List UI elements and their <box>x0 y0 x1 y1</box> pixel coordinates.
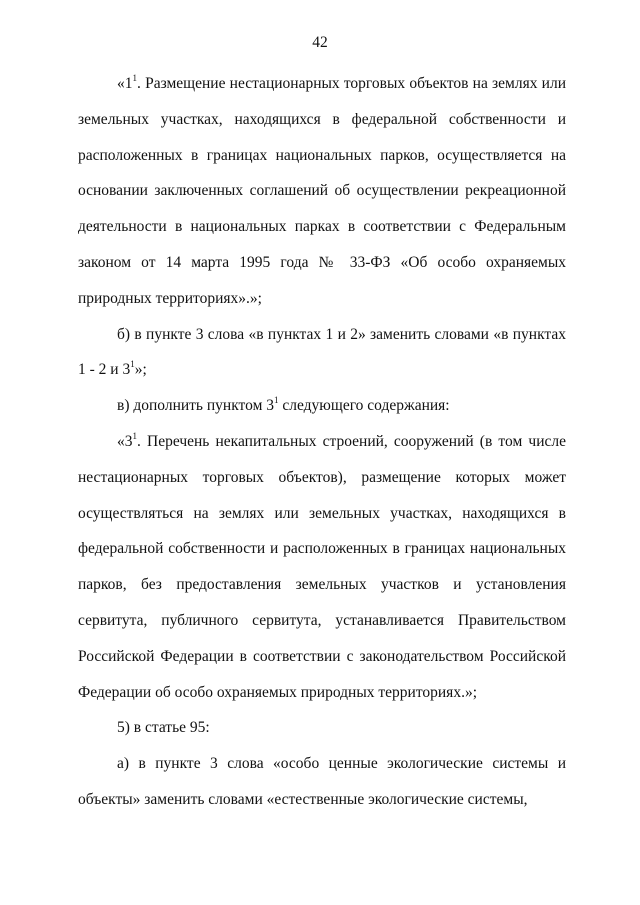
paragraph-5 <box>78 710 566 746</box>
paragraph-text: «1 <box>117 75 133 92</box>
paragraph-text: 5) в статье 95: <box>117 719 210 737</box>
paragraph-1 <box>78 66 566 317</box>
paragraph-6 <box>78 746 566 818</box>
superscript: 1 <box>130 359 135 370</box>
paragraph-text: . Размещение нестационарных торговых объектов на землях или земельных участках, находящихся в федеральной собственности и расположенных в границах национальных парков, осуществляется на основании заключенных соглашений об осуществлении рекреационной деятельности в национальных парках в соответствии с Федеральным законом от 14 марта 1995 года № 33-ФЗ «Об особо охраняемых природных территориях».»; <box>78 75 566 307</box>
paragraph-2 <box>78 317 566 389</box>
paragraph-3 <box>78 388 566 424</box>
paragraph-text: б) в пункте 3 слова «в пунктах 1 и 2» заменить словами «в пунктах 1 - 2 и 3 <box>78 325 566 379</box>
page-number: 42 <box>312 34 328 51</box>
document-body <box>78 66 566 818</box>
paragraph-text: в) дополнить пунктом 3 <box>117 397 274 415</box>
superscript: 1 <box>274 395 279 406</box>
paragraph-4 <box>78 424 566 710</box>
paragraph-text: следующего содержания: <box>278 397 450 415</box>
superscript: 1 <box>132 430 137 441</box>
superscript: 1 <box>132 72 137 83</box>
paragraph-text: «3 <box>117 432 133 450</box>
paragraph-text: . Перечень некапитальных строений, сооружений (в том числе нестационарных торговых объектов), размещение которых может осуществляться на землях или земельных участках, находящихся в федеральной собственности и расположенных в границах национальных парков, без предоставления земельных участков и установления сервитута, публичного сервитута, устанавливается Правительством Российской Федерации в соответствии с законодательством Российской Федерации об особо охраняемых природных территориях.»; <box>78 432 566 701</box>
paragraph-text: а) в пункте 3 слова «особо ценные экологические системы и объекты» заменить словами «естественные экологические системы, <box>78 755 566 808</box>
paragraph-text: »; <box>134 361 147 379</box>
